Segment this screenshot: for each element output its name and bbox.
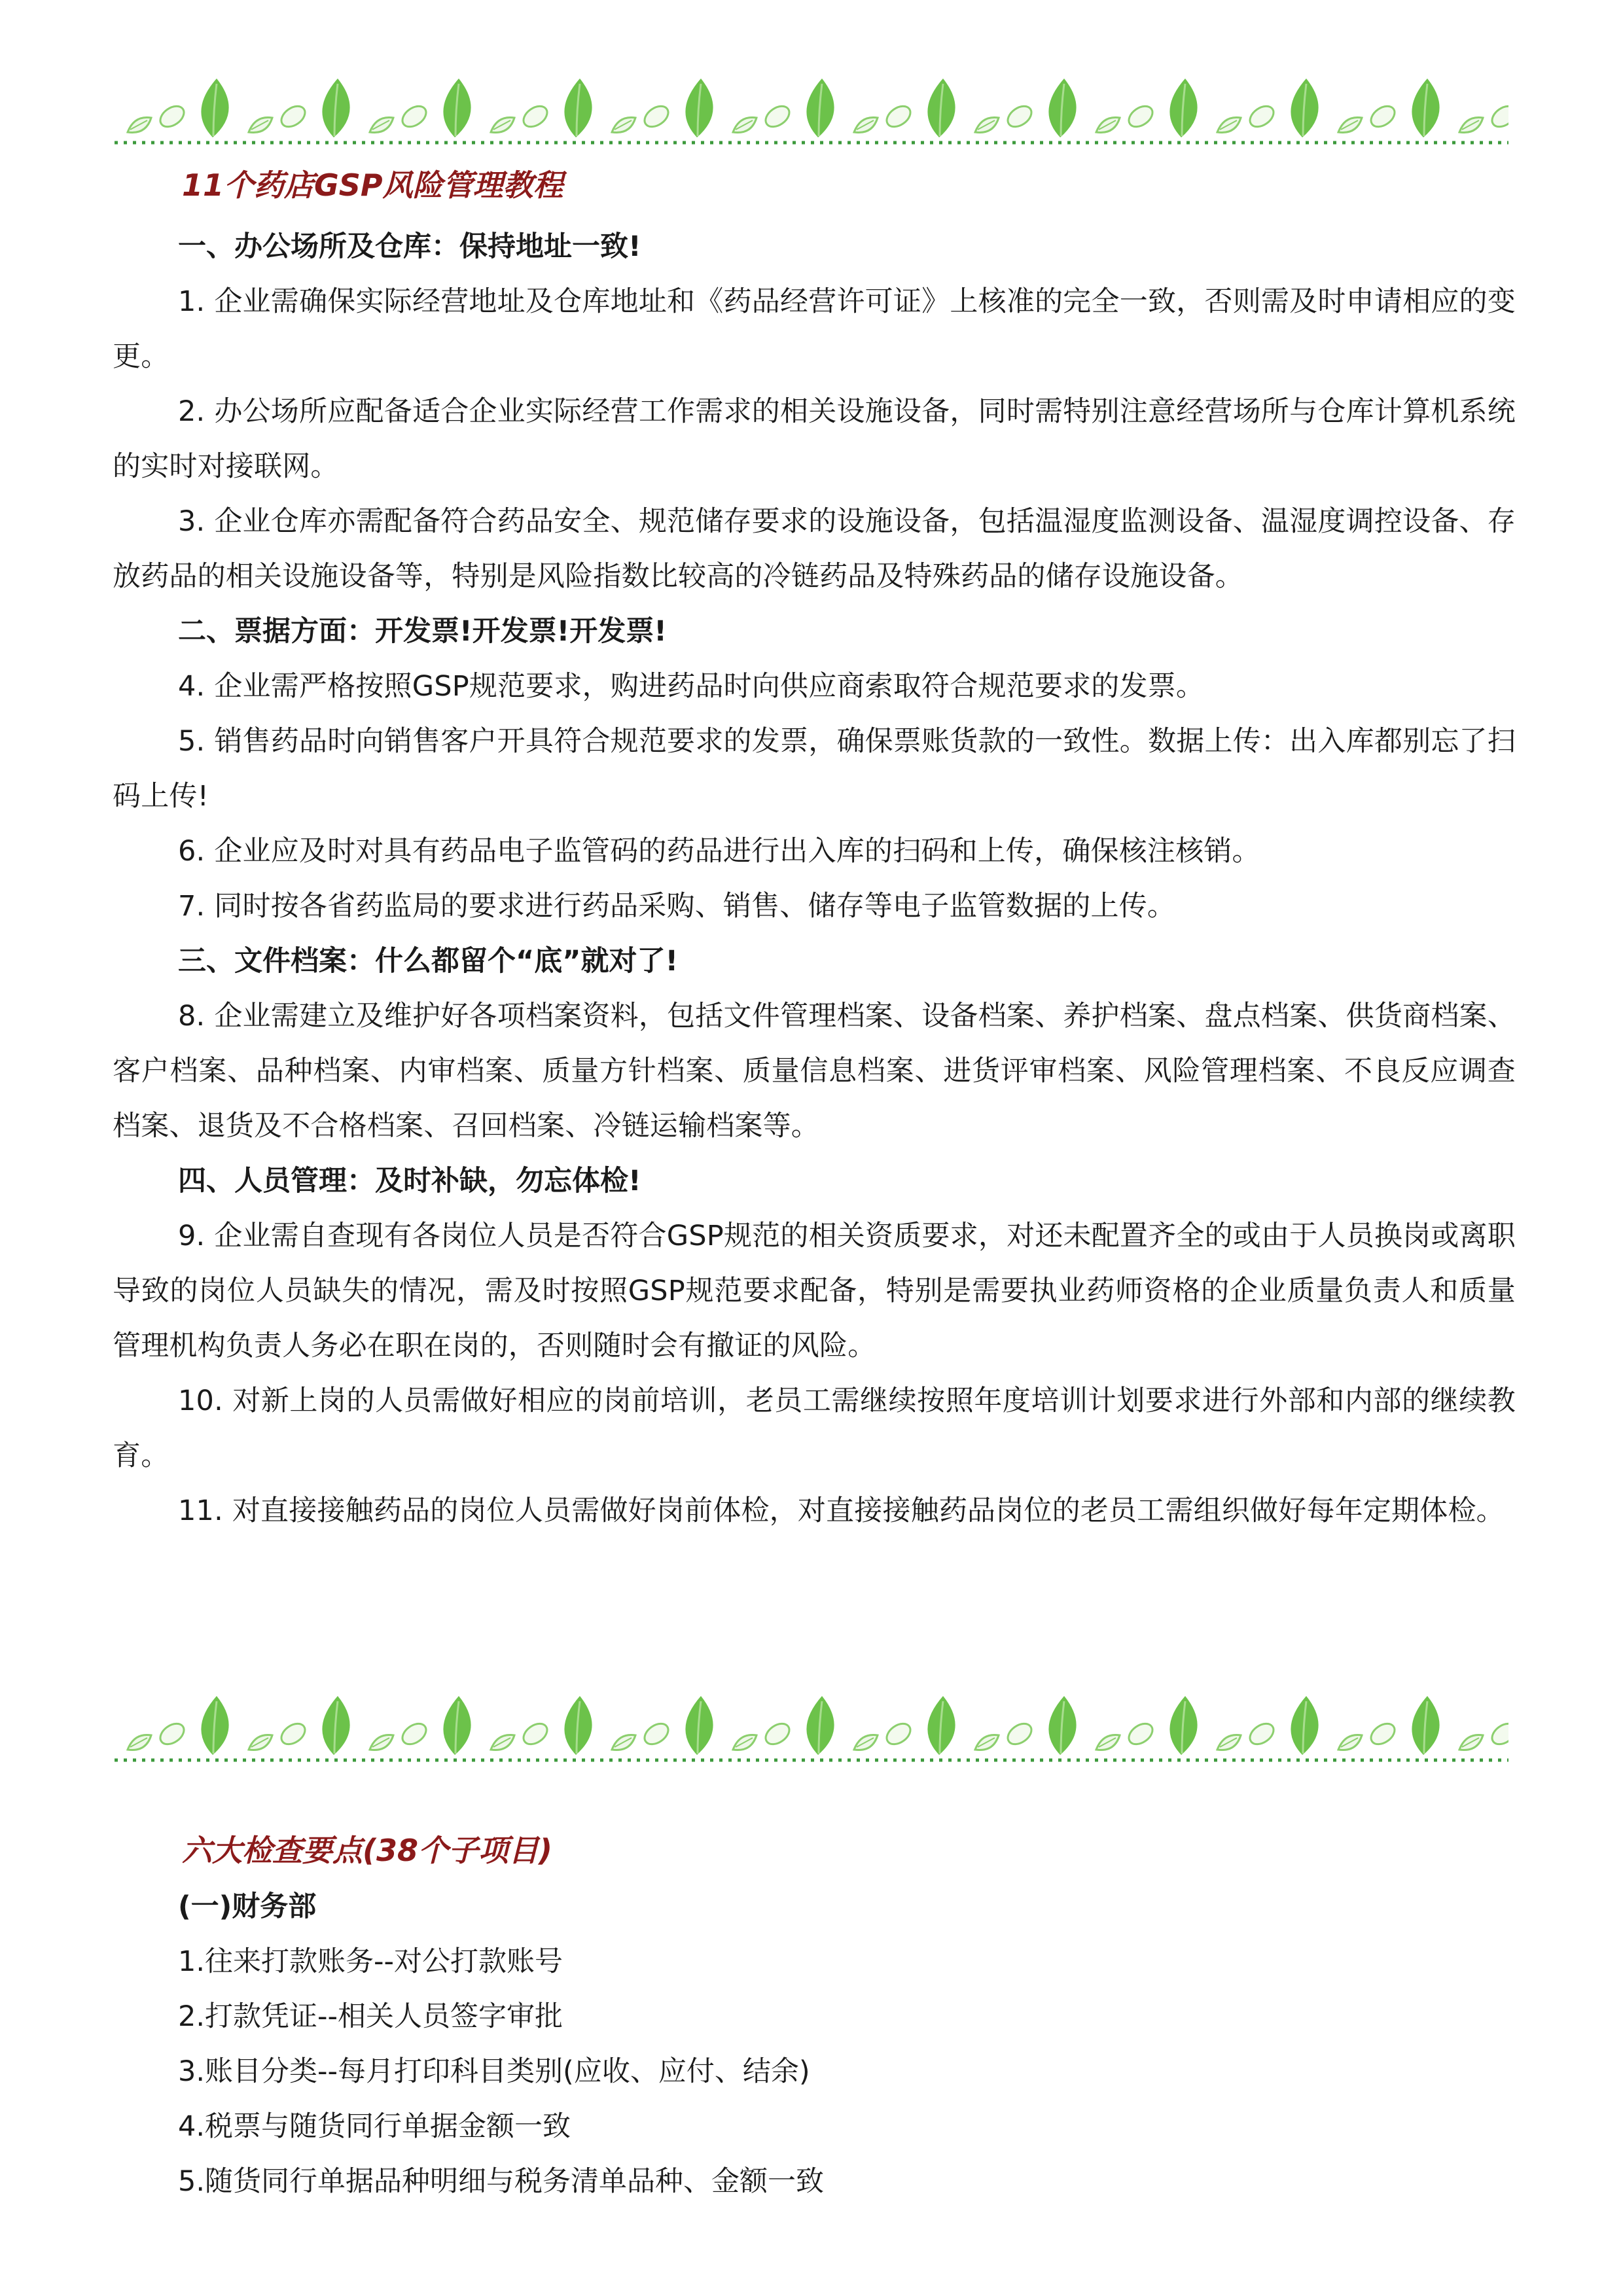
list-item: 2.打款凭证--相关人员签字审批 [178, 2000, 563, 2033]
leaf-banner-top [115, 72, 1508, 147]
section-heading: 四、人员管理：及时补缺，勿忘体检! [178, 1164, 641, 1197]
paragraph: 11. 对直接接触药品的岗位人员需做好岗前体检，对直接接触药品岗位的老员工需组织做好每年定期体检。 [178, 1494, 1505, 1527]
section-4 [113, 1154, 1516, 1538]
checklist-content [113, 1832, 1516, 2209]
section-heading: 二、票据方面：开发票!开发票!开发票! [178, 614, 667, 648]
paragraph: 2. 办公场所应配备适合企业实际经营工作需求的相关设施设备，同时需特别注意经营场所与仓库计算机系统的实时对接联网。 [113, 395, 1516, 483]
paragraph: 1. 企业需确保实际经营地址及仓库地址和《药品经营许可证》上核准的完全一致，否则需及时申请相应的变更。 [113, 285, 1516, 373]
paragraph: 5. 销售药品时向销售客户开具符合规范要求的发票，确保票账货款的一致性。数据上传：出入库都别忘了扫码上传! [113, 724, 1516, 813]
paragraph: 4. 企业需严格按照GSP规范要求，购进药品时向供应商索取符合规范要求的发票。 [178, 669, 1205, 703]
paragraph: 10. 对新上岗的人员需做好相应的岗前培训，老员工需继续按照年度培训计划要求进行外部和内部的继续教育。 [113, 1384, 1516, 1472]
leaf-border-icon [115, 1689, 1508, 1765]
paragraph: 9. 企业需自查现有各岗位人员是否符合GSP规范的相关资质要求，对还未配置齐全的或由于人员换岗或离职导致的岗位人员缺失的情况，需及时按照GSP规范要求配备，特别是需要执业药师资格的企业质量负责人和质量管理机构负责人务必在职在岗的，否则随时会有撤证的风险。 [113, 1219, 1516, 1362]
leaf-banner-middle [115, 1689, 1508, 1765]
paragraph: 3. 企业仓库亦需配备符合药品安全、规范储存要求的设施设备，包括温湿度监测设备、温湿度调控设备、存放药品的相关设施设备等，特别是风险指数比较高的冷链药品及特殊药品的储存设施设备。 [113, 504, 1516, 593]
list-item: 5.随货同行单据品种明细与税务清单品种、金额一致 [178, 2164, 825, 2198]
checklist-title: 六大检查要点(38个子项目) [182, 1833, 553, 1868]
leaf-border-icon [115, 72, 1508, 147]
section-3 [113, 934, 1516, 1154]
main-content [113, 167, 1516, 1538]
section-heading: 三、文件档案：什么都留个“底”就对了! [178, 944, 679, 978]
doc-title: 11个药店GSP风险管理教程 [182, 168, 563, 203]
section-1 [113, 219, 1516, 604]
section-2 [113, 604, 1516, 934]
checklist-group-heading: (一)财务部 [178, 1890, 317, 1923]
paragraph: 6. 企业应及时对具有药品电子监管码的药品进行出入库的扫码和上传，确保核注核销。 [178, 834, 1260, 868]
paragraph: 7. 同时按各省药监局的要求进行药品采购、销售、储存等电子监管数据的上传。 [178, 889, 1176, 923]
list-item: 1.往来打款账务--对公打款账号 [178, 1945, 563, 1978]
list-item: 3.账目分类--每月打印科目类别(应收、应付、结余) [178, 2055, 810, 2088]
section-heading: 一、办公场所及仓库：保持地址一致! [178, 230, 641, 263]
paragraph: 8. 企业需建立及维护好各项档案资料，包括文件管理档案、设备档案、养护档案、盘点档案、供货商档案、客户档案、品种档案、内审档案、质量方针档案、质量信息档案、进货评审档案、风险管理档案、不良反应调查档案、退货及不合格档案、召回档案、冷链运输档案等。 [113, 999, 1516, 1142]
list-item: 4.税票与随货同行单据金额一致 [178, 2110, 571, 2143]
